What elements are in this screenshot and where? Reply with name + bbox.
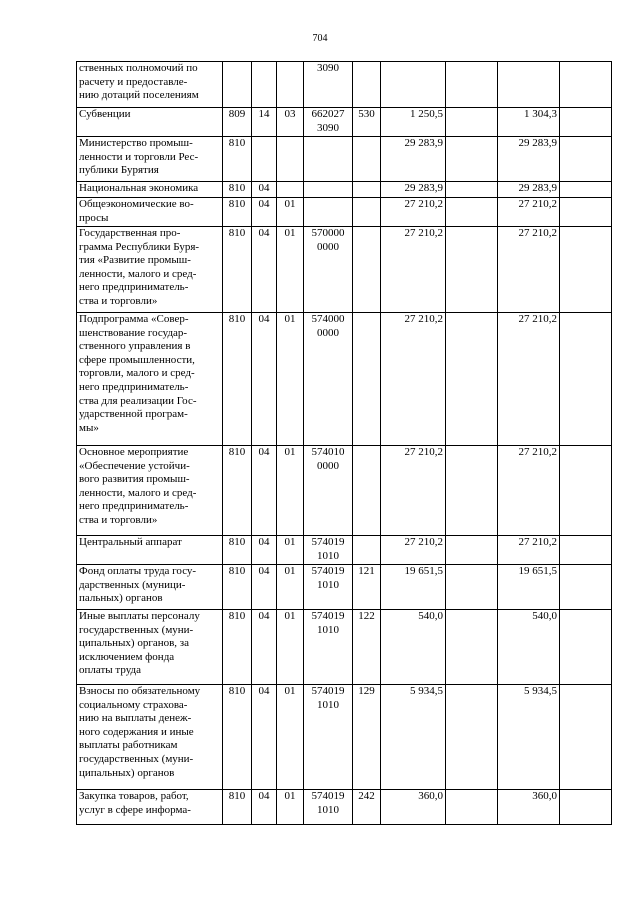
budget-item-name-line: Государственная про- (79, 227, 181, 239)
target-article-code-line: 1010 (317, 578, 339, 591)
budget-item-name-line: выплаты работникам (79, 739, 178, 752)
amount-cell: 27 210,2 (381, 198, 446, 227)
amount-cell (560, 313, 612, 446)
amount-cell (446, 182, 498, 198)
budget-item-name-line: государственных (муни- (79, 752, 194, 765)
budget-item-name-line: нию дотаций поселениям (79, 89, 199, 102)
target-article-code-line: 662027 (311, 108, 345, 120)
ministry-code: 809 (223, 108, 252, 137)
amount-cell: 19 651,5 (381, 565, 446, 610)
budget-item-name-line: шенствование государ- (79, 326, 188, 339)
budget-item-name-line: Иные выплаты персоналу (79, 610, 200, 622)
budget-item-name-line: Закупка товаров, работ, (79, 790, 189, 802)
target-article-code (304, 790, 353, 825)
budget-item-name-line: ного содержания и иные (79, 725, 194, 738)
table-row (77, 62, 612, 108)
budget-item-name-line: ственного управления в (79, 340, 191, 353)
section-code: 14 (252, 108, 277, 137)
ministry-code: 810 (223, 565, 252, 610)
target-article-code (304, 610, 353, 685)
amount-cell: 27 210,2 (381, 227, 446, 313)
budget-item-name-line: дарственных (муници- (79, 578, 186, 591)
budget-item-name (77, 685, 223, 790)
amount-cell (560, 685, 612, 790)
target-article-code-line: 574019 (311, 790, 345, 802)
section-code: 04 (252, 610, 277, 685)
amount-cell (560, 565, 612, 610)
table-row (77, 565, 612, 610)
amount-cell: 29 283,9 (381, 137, 446, 182)
amount-cell: 27 210,2 (381, 313, 446, 446)
ministry-code: 810 (223, 198, 252, 227)
amount-cell (446, 313, 498, 446)
ministry-code: 810 (223, 446, 252, 536)
ministry-code (223, 62, 252, 108)
expense-type-code (353, 62, 381, 108)
ministry-code: 810 (223, 790, 252, 825)
target-article-code-line: 570000 (311, 227, 345, 239)
budget-item-name-line: Центральный аппарат (79, 536, 182, 548)
subsection-code: 01 (277, 565, 304, 610)
amount-cell (446, 790, 498, 825)
subsection-code: 01 (277, 610, 304, 685)
budget-item-name-line: него предприниматель- (79, 500, 189, 513)
amount-cell (560, 198, 612, 227)
budget-item-name (77, 227, 223, 313)
ministry-code: 810 (223, 536, 252, 565)
section-code: 04 (252, 565, 277, 610)
expense-type-code (353, 137, 381, 182)
amount-cell: 27 210,2 (498, 313, 560, 446)
amount-cell (498, 62, 560, 108)
expense-type-code (353, 536, 381, 565)
expense-type-code (353, 182, 381, 198)
budget-item-name-line: ственных полномочий по (79, 62, 198, 74)
target-article-code-line: 1010 (317, 623, 339, 636)
expense-type-code (353, 446, 381, 536)
amount-cell: 27 210,2 (498, 227, 560, 313)
budget-item-name-line: торговли, малого и сред- (79, 367, 195, 380)
budget-item-name (77, 536, 223, 565)
expense-type-code (353, 198, 381, 227)
table-row (77, 198, 612, 227)
budget-item-name-line: тия «Развитие промыш- (79, 254, 191, 267)
budget-item-name-line: ципальных) органов, за (79, 637, 190, 650)
budget-item-name (77, 62, 223, 108)
budget-item-name-line: исключением фонда (79, 650, 175, 663)
amount-cell: 19 651,5 (498, 565, 560, 610)
budget-item-name-line: ленности и торговли Рес- (79, 150, 199, 163)
amount-cell (560, 227, 612, 313)
budget-item-name-line: пальных) органов (79, 592, 163, 605)
target-article-code-line: 574019 (311, 536, 345, 548)
budget-item-name-line: Общеэкономические во- (79, 198, 194, 210)
target-article-code-line: 574019 (311, 565, 345, 577)
section-code: 04 (252, 685, 277, 790)
budget-item-name-line: мы» (79, 421, 99, 434)
table-row (77, 790, 612, 825)
target-article-code-line: 3090 (317, 121, 339, 134)
subsection-code: 01 (277, 790, 304, 825)
ministry-code: 810 (223, 313, 252, 446)
budget-item-name-line: государственных (муни- (79, 623, 194, 636)
budget-item-name-line: Взносы по обязательному (79, 685, 201, 697)
amount-cell (560, 446, 612, 536)
target-article-code (304, 108, 353, 137)
expense-type-code (353, 227, 381, 313)
target-article-code-line: 3090 (317, 62, 339, 74)
amount-cell (381, 62, 446, 108)
amount-cell: 27 210,2 (498, 446, 560, 536)
amount-cell (560, 610, 612, 685)
subsection-code: 01 (277, 685, 304, 790)
amount-cell (446, 62, 498, 108)
amount-cell (560, 108, 612, 137)
ministry-code: 810 (223, 137, 252, 182)
budget-item-name-line: услуг в сфере информа- (79, 803, 191, 816)
table-row (77, 137, 612, 182)
budget-item-name-line: ленности, малого и сред- (79, 486, 197, 499)
ministry-code: 810 (223, 227, 252, 313)
ministry-code: 810 (223, 182, 252, 198)
amount-cell: 5 934,5 (381, 685, 446, 790)
amount-cell: 5 934,5 (498, 685, 560, 790)
amount-cell: 540,0 (498, 610, 560, 685)
budget-item-name-line: Подпрограмма «Совер- (79, 313, 189, 325)
subsection-code: 01 (277, 198, 304, 227)
budget-item-name-line: Субвенции (79, 108, 131, 120)
amount-cell (446, 198, 498, 227)
target-article-code-line: 1010 (317, 549, 339, 562)
target-article-code-line: 0000 (317, 459, 339, 472)
target-article-code-line: 0000 (317, 326, 339, 339)
amount-cell (560, 536, 612, 565)
budget-item-name-line: ленности, малого и сред- (79, 267, 197, 280)
subsection-code: 03 (277, 108, 304, 137)
budget-item-name-line: него предприниматель- (79, 281, 189, 294)
target-article-code (304, 198, 353, 227)
budget-item-name (77, 565, 223, 610)
table-row (77, 610, 612, 685)
target-article-code (304, 227, 353, 313)
target-article-code (304, 446, 353, 536)
subsection-code: 01 (277, 227, 304, 313)
ministry-code: 810 (223, 685, 252, 790)
expense-type-code: 530 (353, 108, 381, 137)
budget-item-name (77, 198, 223, 227)
amount-cell: 27 210,2 (381, 536, 446, 565)
budget-item-name (77, 108, 223, 137)
section-code: 04 (252, 313, 277, 446)
target-article-code-line: 574019 (311, 685, 345, 697)
section-code: 04 (252, 536, 277, 565)
amount-cell: 360,0 (498, 790, 560, 825)
amount-cell: 540,0 (381, 610, 446, 685)
budget-item-name (77, 313, 223, 446)
target-article-code (304, 313, 353, 446)
budget-item-name (77, 182, 223, 198)
target-article-code-line: 1010 (317, 803, 339, 816)
amount-cell (446, 137, 498, 182)
subsection-code: 01 (277, 536, 304, 565)
budget-item-name (77, 610, 223, 685)
section-code (252, 62, 277, 108)
target-article-code-line: 574000 (311, 313, 345, 325)
amount-cell (446, 227, 498, 313)
target-article-code (304, 565, 353, 610)
target-article-code (304, 62, 353, 108)
target-article-code (304, 536, 353, 565)
table-row (77, 536, 612, 565)
target-article-code-line: 574019 (311, 610, 345, 622)
budget-item-name-line: расчету и предоставле- (79, 75, 188, 88)
expense-type-code: 129 (353, 685, 381, 790)
section-code: 04 (252, 198, 277, 227)
amount-cell: 27 210,2 (498, 536, 560, 565)
target-article-code-line: 1010 (317, 698, 339, 711)
budget-item-name-line: ципальных) органов (79, 766, 175, 779)
budget-item-name-line: него предприниматель- (79, 380, 189, 393)
subsection-code (277, 137, 304, 182)
expense-type-code (353, 313, 381, 446)
budget-item-name-line: Министерство промыш- (79, 137, 193, 149)
budget-item-name-line: грамма Республики Буря- (79, 240, 200, 253)
expense-type-code: 121 (353, 565, 381, 610)
target-article-code (304, 685, 353, 790)
page-number: 704 (312, 33, 328, 44)
amount-cell: 29 283,9 (381, 182, 446, 198)
target-article-code (304, 137, 353, 182)
budget-item-name-line: Основное мероприятие (79, 446, 189, 458)
amount-cell (446, 565, 498, 610)
budget-item-name-line: Национальная экономика (79, 182, 199, 194)
budget-item-name-line: сфере промышленности, (79, 353, 195, 366)
amount-cell (560, 182, 612, 198)
amount-cell (560, 62, 612, 108)
budget-item-name-line: просы (79, 211, 109, 224)
budget-item-name-line: ства для реализации Гос- (79, 394, 197, 407)
budget-item-name-line: публики Бурятия (79, 164, 159, 177)
amount-cell (446, 108, 498, 137)
amount-cell: 27 210,2 (381, 446, 446, 536)
amount-cell: 360,0 (381, 790, 446, 825)
table-row (77, 685, 612, 790)
table-row (77, 446, 612, 536)
budget-item-name-line: социальному страхова- (79, 698, 188, 711)
amount-cell (560, 137, 612, 182)
budget-item-name (77, 446, 223, 536)
amount-cell: 29 283,9 (498, 137, 560, 182)
budget-table (76, 61, 612, 825)
table-row (77, 108, 612, 137)
subsection-code: 01 (277, 446, 304, 536)
expense-type-code: 122 (353, 610, 381, 685)
amount-cell (446, 446, 498, 536)
amount-cell (560, 790, 612, 825)
ministry-code: 810 (223, 610, 252, 685)
section-code: 04 (252, 790, 277, 825)
amount-cell: 1 250,5 (381, 108, 446, 137)
table-row (77, 313, 612, 446)
budget-item-name (77, 137, 223, 182)
subsection-code (277, 182, 304, 198)
target-article-code (304, 182, 353, 198)
table-row (77, 227, 612, 313)
amount-cell (446, 536, 498, 565)
amount-cell (446, 685, 498, 790)
section-code: 04 (252, 227, 277, 313)
amount-cell: 27 210,2 (498, 198, 560, 227)
subsection-code (277, 62, 304, 108)
budget-item-name-line: ства и торговли» (79, 294, 158, 307)
target-article-code-line: 574010 (311, 446, 345, 458)
budget-item-name-line: вого развития промыш- (79, 473, 190, 486)
budget-item-name-line: ства и торговли» (79, 513, 158, 526)
amount-cell: 29 283,9 (498, 182, 560, 198)
amount-cell: 1 304,3 (498, 108, 560, 137)
table-row (77, 182, 612, 198)
budget-item-name-line: ударственной програм- (79, 408, 188, 421)
budget-item-name-line: Фонд оплаты труда госу- (79, 565, 197, 577)
subsection-code: 01 (277, 313, 304, 446)
section-code: 04 (252, 182, 277, 198)
budget-item-name-line: оплаты труда (79, 664, 142, 677)
expense-type-code: 242 (353, 790, 381, 825)
budget-item-name-line: нию на выплаты денеж- (79, 712, 192, 725)
section-code: 04 (252, 446, 277, 536)
target-article-code-line: 0000 (317, 240, 339, 253)
section-code (252, 137, 277, 182)
budget-item-name (77, 790, 223, 825)
budget-item-name-line: «Обеспечение устойчи- (79, 459, 190, 472)
amount-cell (446, 610, 498, 685)
